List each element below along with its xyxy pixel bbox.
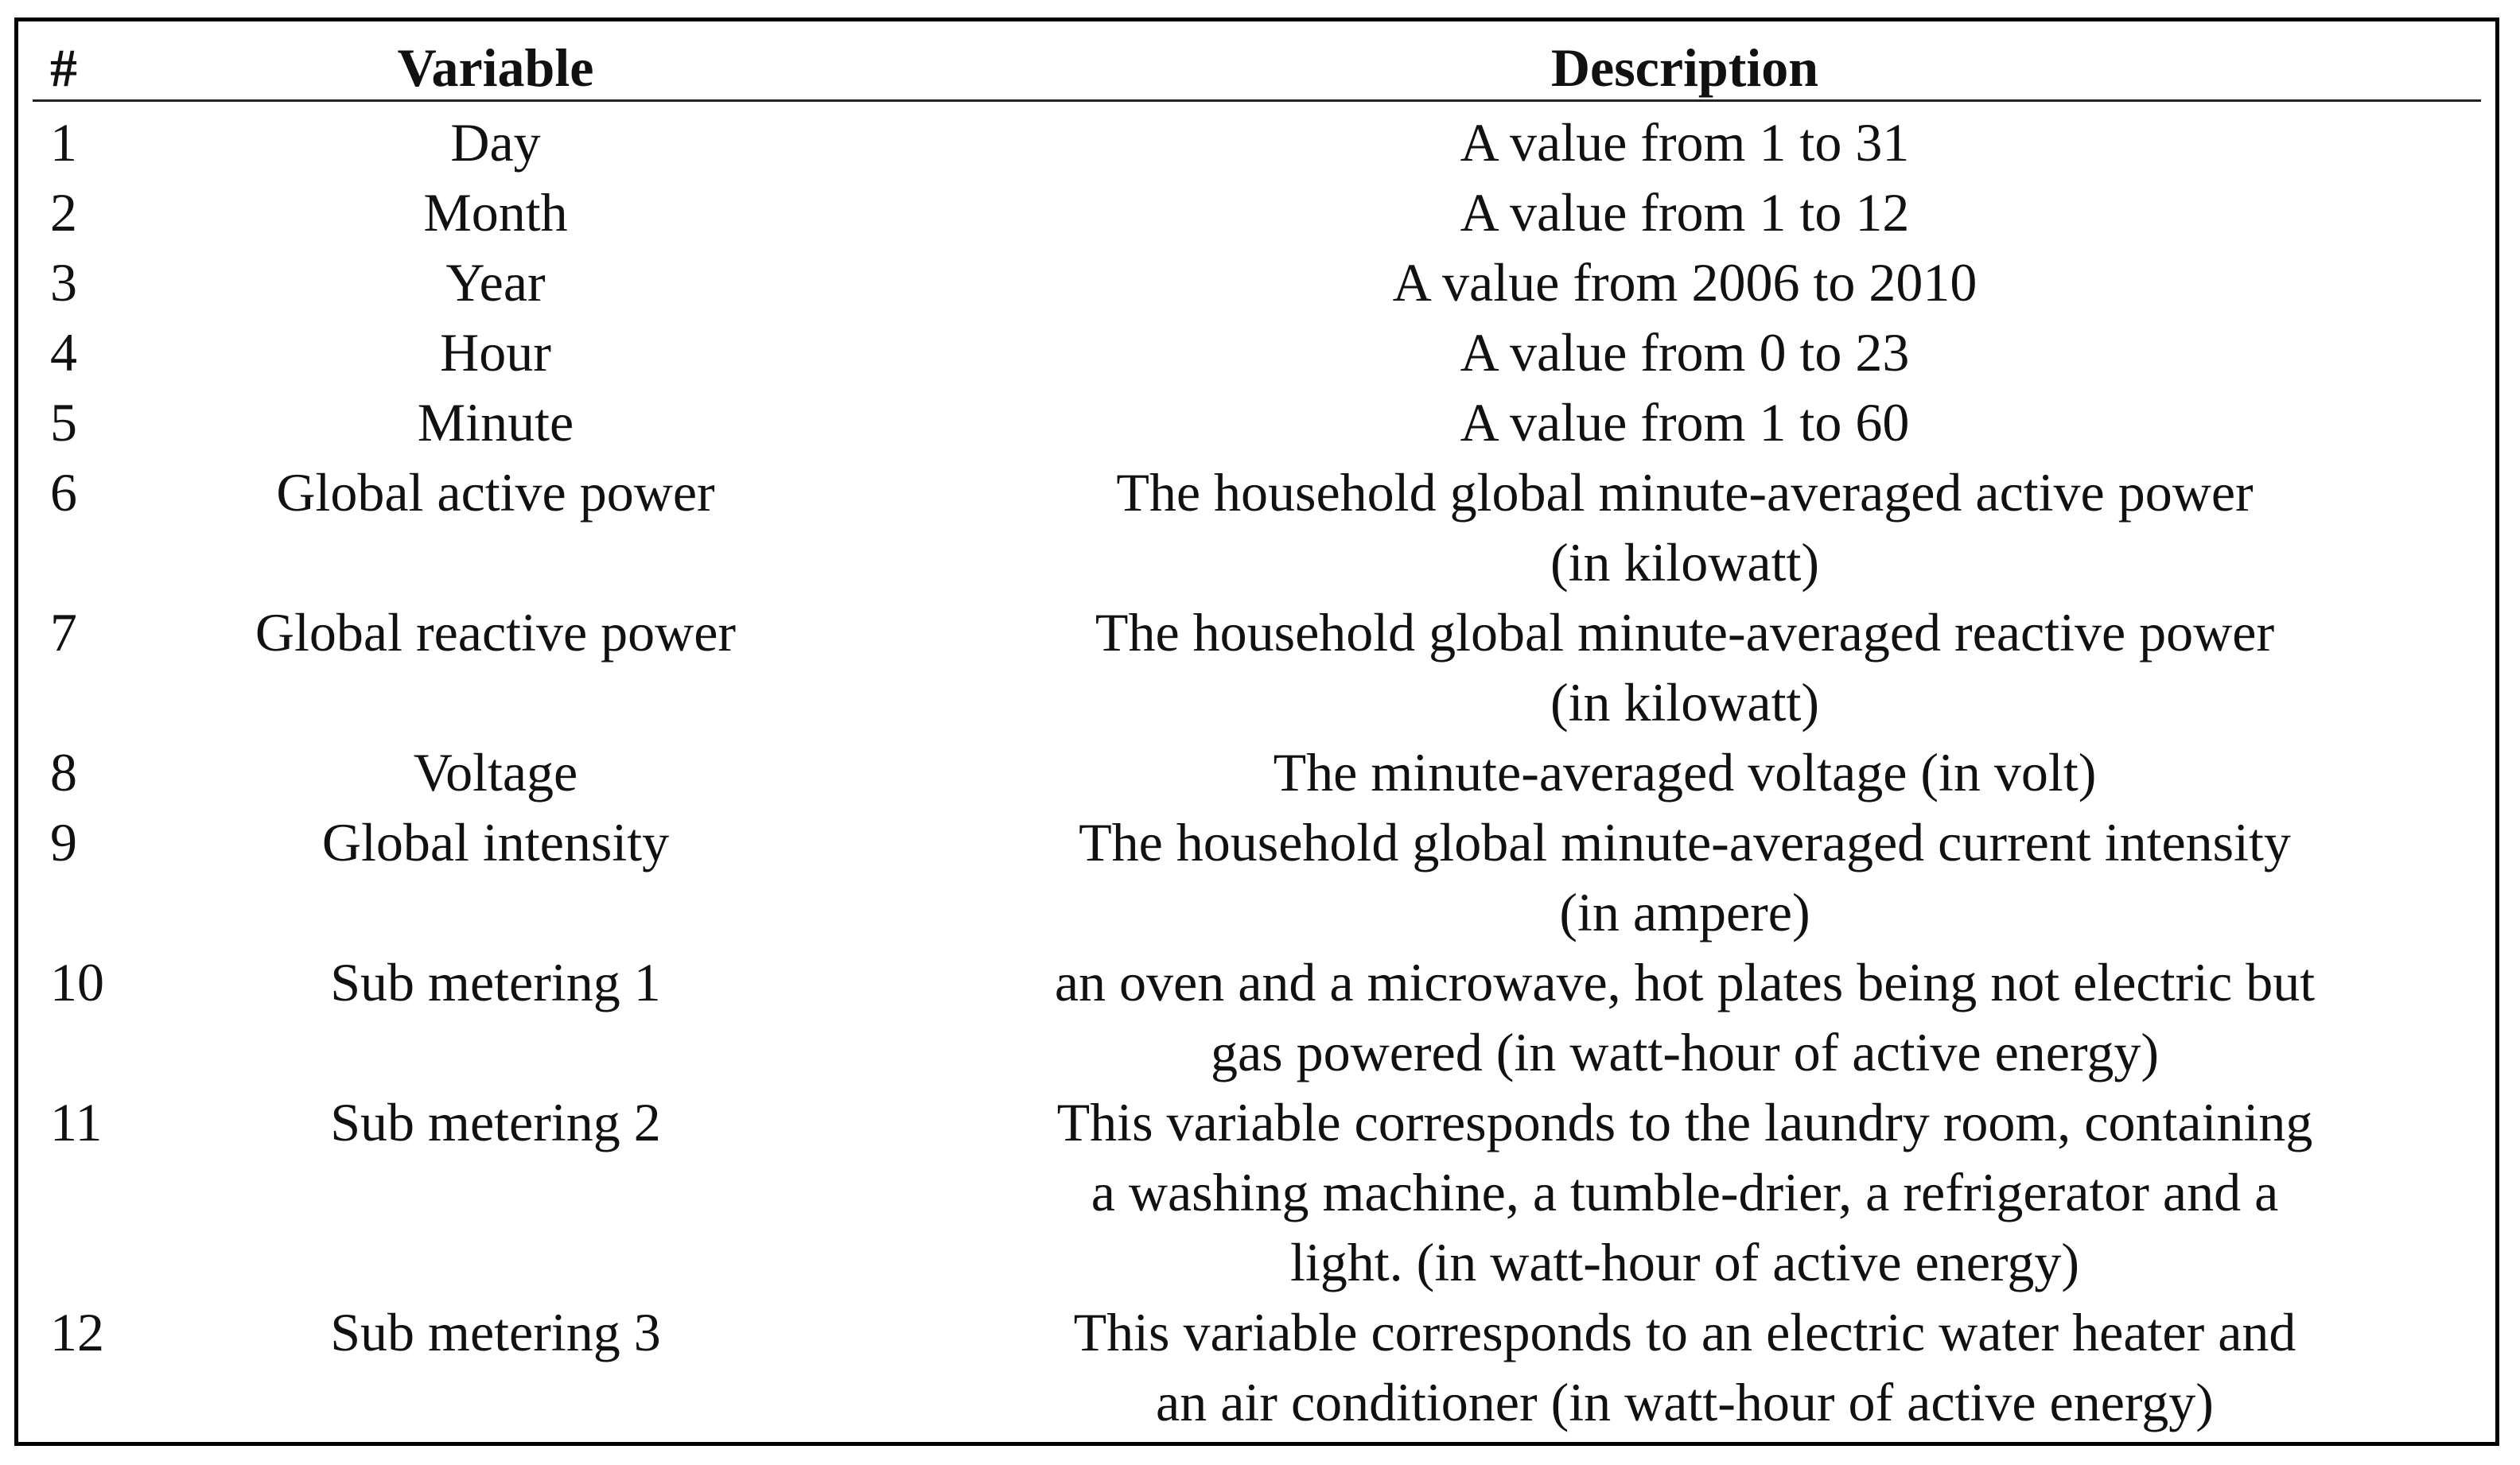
row-description <box>885 457 2484 597</box>
header-description: Description <box>1550 37 1819 98</box>
row-variable: Global intensity <box>321 812 670 872</box>
description-line: A value from 1 to 31 <box>1460 112 1910 173</box>
description-line: The household global minute-averaged active power <box>1116 462 2254 523</box>
row-number: 2 <box>50 182 77 243</box>
description-line: an oven and a microwave, hot plates being not electric but <box>1054 952 2316 1012</box>
row-number: 5 <box>50 392 77 453</box>
description-line: This variable corresponds to an electric water heater and <box>1073 1302 2296 1362</box>
row-description <box>885 597 2484 737</box>
description-line: The household global minute-averaged reactive power <box>1095 602 2275 663</box>
row-variable: Sub metering 3 <box>330 1302 661 1362</box>
description-line: gas powered (in watt-hour of active energy) <box>1210 1022 2160 1082</box>
header-number: # <box>50 37 77 98</box>
row-description <box>885 177 2484 247</box>
row-description <box>885 947 2484 1087</box>
row-description <box>885 1087 2484 1297</box>
header-divider <box>33 99 2481 102</box>
row-description <box>885 387 2484 457</box>
row-number: 4 <box>50 322 77 383</box>
row-variable: Year <box>445 252 546 313</box>
row-description <box>885 737 2484 807</box>
description-line: A value from 1 to 12 <box>1460 182 1910 243</box>
row-variable: Voltage <box>413 742 578 802</box>
row-number: 11 <box>50 1092 103 1152</box>
description-line: light. (in watt-hour of active energy) <box>1290 1232 2079 1292</box>
description-line: an air conditioner (in watt-hour of active energy) <box>1156 1372 2214 1432</box>
row-variable: Month <box>423 182 568 243</box>
row-number: 6 <box>50 462 77 523</box>
row-number: 8 <box>50 742 77 802</box>
row-number: 1 <box>50 112 77 173</box>
description-line: (in kilowatt) <box>1550 532 1820 593</box>
description-line: The household global minute-averaged current intensity <box>1079 812 2291 872</box>
row-variable: Minute <box>417 392 574 453</box>
row-variable: Hour <box>440 322 551 383</box>
row-variable: Sub metering 2 <box>330 1092 661 1152</box>
table-header <box>18 21 2495 101</box>
header-variable: Variable <box>397 37 594 98</box>
row-number: 9 <box>50 812 77 872</box>
description-line: (in kilowatt) <box>1550 672 1820 732</box>
variables-table <box>14 17 2499 1446</box>
row-number: 10 <box>50 952 104 1012</box>
row-description <box>885 807 2484 947</box>
row-variable: Global reactive power <box>255 602 737 663</box>
description-line: A value from 0 to 23 <box>1460 322 1910 383</box>
description-line: (in ampere) <box>1559 882 1810 942</box>
row-variable: Day <box>450 112 541 173</box>
row-description <box>885 107 2484 177</box>
description-line: a washing machine, a tumble-drier, a refrigerator and a <box>1091 1162 2279 1222</box>
description-line: This variable corresponds to the laundry room, containing <box>1056 1092 2313 1152</box>
row-variable: Global active power <box>276 462 715 523</box>
row-number: 7 <box>50 602 77 663</box>
row-description <box>885 1297 2484 1437</box>
row-description <box>885 247 2484 317</box>
description-line: The minute-averaged voltage (in volt) <box>1273 742 2097 802</box>
description-line: A value from 1 to 60 <box>1460 392 1910 453</box>
row-number: 12 <box>50 1302 104 1362</box>
row-number: 3 <box>50 252 77 313</box>
row-variable: Sub metering 1 <box>330 952 661 1012</box>
row-description <box>885 317 2484 387</box>
description-line: A value from 2006 to 2010 <box>1392 252 1978 313</box>
